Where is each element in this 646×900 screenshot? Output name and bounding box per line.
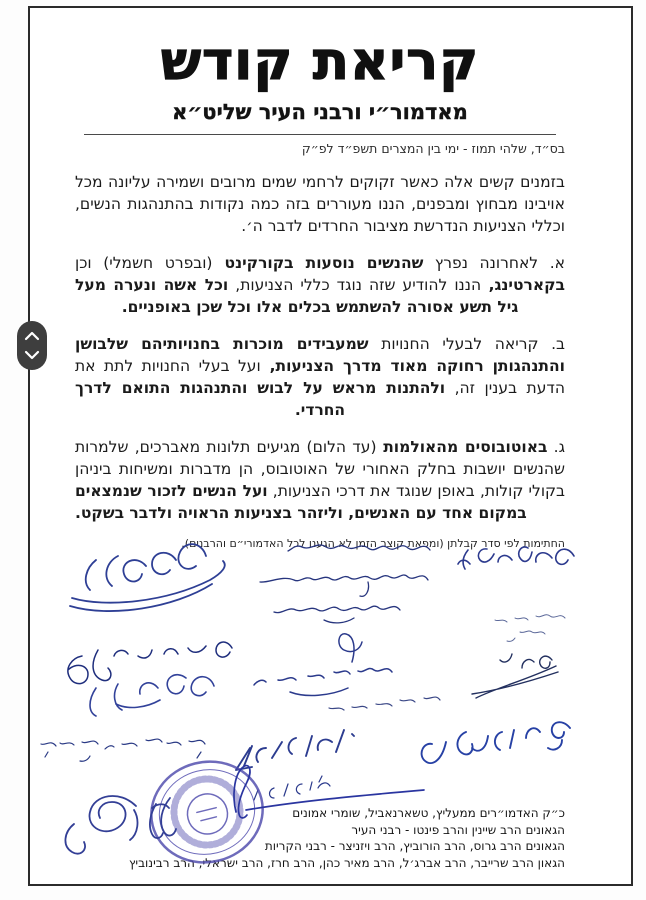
scroll-widget[interactable]	[17, 321, 47, 370]
paragraph-gimel	[75, 436, 565, 524]
text-segment: וכל אשה ונערה מעל גיל תשע אסורה להשתמש בכלים אלו וכל שכן באופניים.	[75, 275, 519, 316]
document-title: קריאת קודש	[160, 30, 480, 92]
text-segment: ג.	[547, 437, 565, 456]
chevron-down-icon[interactable]	[23, 349, 41, 361]
rabbis-line: כ״ק האדמו״רים ממעליץ, טשארנאביל, שומרי אמונים	[292, 806, 565, 820]
text-segment: ועל בעלי החנויות לתת את הדעת בענין זה,	[75, 356, 565, 397]
divider-line	[84, 134, 556, 135]
rabbis-list	[75, 805, 565, 871]
chevron-up-icon[interactable]	[23, 330, 41, 342]
text-segment: ועל הנשים לזכור שנמצאים במקום אחד עם האנשים, וליזהר בצניעות הראויה ולדבר בשקט.	[75, 481, 527, 522]
text-segment: באוטובוסים מהאולמות	[376, 437, 548, 456]
text-segment: א. לאחרונה נפרץ	[423, 253, 565, 272]
rabbis-line: הגאון הרב שרייבר, הרב אברג׳ל, הרב מאיר כהן, הרב חרז, הרב ישראלי, הרב רבינוביץ	[128, 855, 565, 870]
text-segment: שהנשים נוסעות בקורקינט	[212, 253, 424, 272]
proclamation-document	[28, 6, 633, 886]
intro-paragraph: בזמנים קשים אלה כאשר זקוקים לרחמי שמים מרובים ושמירה עליונה מכל אויבינו מבחוץ ומבפנים, הננו מעוררים בזה כמה נקודות בהתנהגות הנשים, וכללי הצניעות הנדרשת מציבור החרדים לדבר ה׳.	[75, 172, 565, 235]
signatures-note: החתימות לפי סדר קבלתן (ומפאת קוצר הזמן לא הגענו לכל האדמורי״ם והרבנים).	[181, 536, 565, 550]
text-segment: (ובפרט חשמלי) וכן	[75, 253, 213, 272]
paragraph-bet	[75, 333, 565, 421]
rabbis-line: הגאונים הרב שיינין והרב פינטו - רבני העיר	[351, 822, 565, 837]
date-line: בס״ד, שלהי תמוז - ימי בין המצרים תשפ״ד לפ״ק	[301, 140, 565, 156]
text-segment: ב. קריאה לבעלי החנויות	[368, 334, 565, 353]
text-segment: שמעבידים מוכרות בחנויותיהם שלבושן והתנהגותן רחוקה מאוד מדרך הצניעות,	[75, 334, 565, 375]
document-subtitle: מאדמור״י ורבני העיר שליט״א	[172, 98, 468, 124]
text-segment: הננו להודיע שזה נוגד כללי הצניעות,	[228, 275, 482, 294]
text-segment: בקארטינג,	[481, 275, 566, 294]
paragraph-aleph	[75, 252, 565, 318]
rabbis-line: הגאונים הרב גרוס, הרב הורוביץ, הרב ויזניצר - רבני הקריות	[264, 839, 565, 853]
text-segment: (עד הלום) מגיעים תלונות מאברכים, שלמרות שהנשים יושבות בחלק האחורי של האוטובוס, הן מדברות ומשיחות ביניהן בקולי קולות, באופן שנוגד את דרכי הצניעות,	[75, 437, 565, 500]
text-segment: ולהתנות מראש על לבוש והתנהגות התואם לדרך החרדי.	[75, 378, 446, 419]
